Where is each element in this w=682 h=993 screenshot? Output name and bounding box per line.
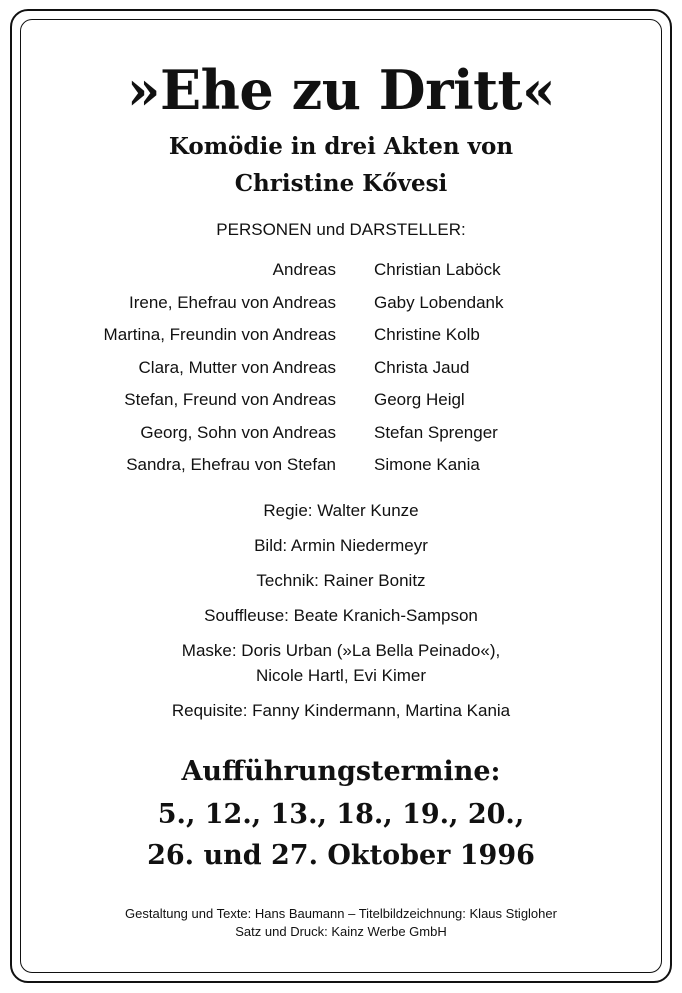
cast-header: PERSONEN und DARSTELLER:: [216, 220, 466, 239]
performance-dates-line: 26. und 27. Oktober 1996: [147, 840, 535, 871]
performance-dates-line: 5., 12., 13., 18., 19., 20.,: [157, 799, 525, 830]
crew-requisite: Requisite: Fanny Kindermann, Martina Kania: [171, 701, 511, 720]
playwright-name: Christine Kővesi: [234, 170, 448, 197]
cast-role: Stefan, Freund von Andreas: [124, 390, 336, 409]
design-credits: Gestaltung und Texte: Hans Baumann – Titelbildzeichnung: Klaus Stigloher: [125, 906, 557, 921]
cast-actor: Christian Laböck: [374, 260, 501, 279]
crew-bild: Bild: Armin Niedermeyr: [254, 536, 428, 555]
cast-row: [0, 322, 682, 355]
cast-actor: Christine Kolb: [374, 325, 480, 344]
cast-role: Martina, Freundin von Andreas: [103, 325, 336, 344]
cast-actor: Stefan Sprenger: [374, 422, 498, 442]
cast-actor: Christa Jaud: [374, 357, 470, 377]
cast-row: [0, 452, 682, 485]
crew-souffleuse: Souffleuse: Beate Kranich-Sampson: [204, 606, 478, 625]
cast-role: Andreas: [272, 260, 336, 279]
cast-role: Clara, Mutter von Andreas: [138, 357, 336, 377]
cast-row: [0, 420, 682, 453]
crew-maske-continued: Nicole Hartl, Evi Kimer: [255, 666, 427, 685]
cast-row: [0, 355, 682, 388]
performance-dates-heading: Aufführungstermine:: [181, 756, 501, 787]
cast-actor: Gaby Lobendank: [374, 292, 504, 312]
print-credits: Satz und Druck: Kainz Werbe GmbH: [235, 924, 447, 939]
cast-actor: Georg Heigl: [374, 390, 465, 409]
crew-technik: Technik: Rainer Bonitz: [256, 571, 426, 590]
cast-role: Sandra, Ehefrau von Stefan: [126, 455, 336, 474]
crew-regie: Regie: Walter Kunze: [263, 501, 419, 520]
cast-role: Irene, Ehefrau von Andreas: [129, 292, 336, 312]
cast-row: [0, 257, 682, 290]
cast-actor: Simone Kania: [374, 455, 480, 474]
cast-row: [0, 290, 682, 323]
cast-role: Georg, Sohn von Andreas: [140, 422, 336, 442]
cast-list: [0, 257, 682, 485]
play-subtitle: Komödie in drei Akten von: [168, 133, 514, 160]
play-title: »Ehe zu Dritt«: [126, 58, 556, 122]
cast-row: [0, 387, 682, 420]
crew-maske: Maske: Doris Urban (»La Bella Peinado«),: [181, 641, 501, 660]
